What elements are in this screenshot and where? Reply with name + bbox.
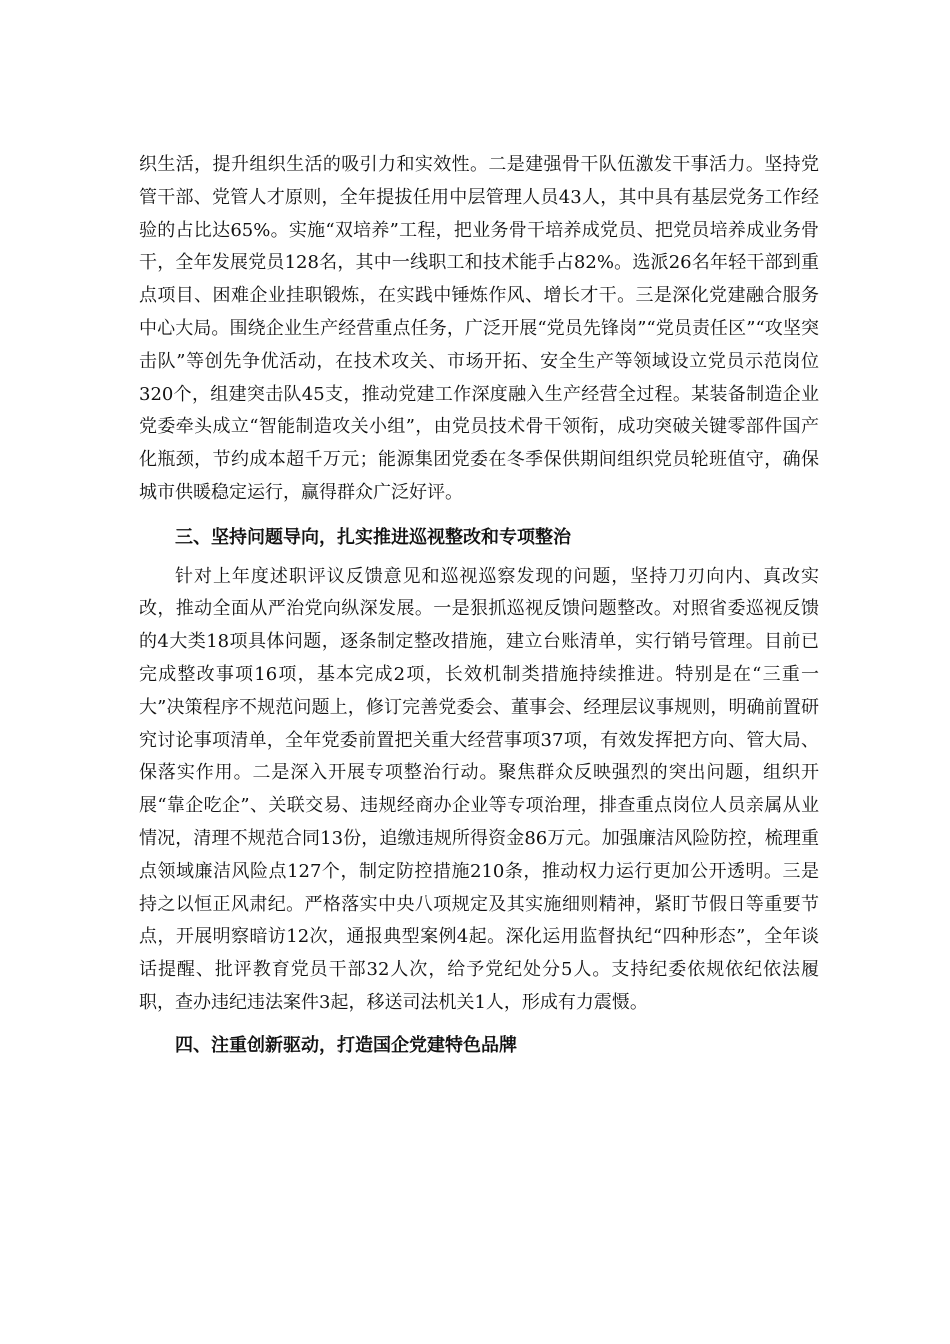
paragraph-section-3: 针对上年度述职评议反馈意见和巡视巡察发现的问题，坚持刀刃向内、真改实改，推动全面从严治党向纵深发展。一是狠抓巡视反馈问题整改。对照省委巡视反馈的4大类18项具体问题，逐条制定整改措施，建立台账清单，实行销号管理。目前已完成整改事项16项，基本完成2项，长效机制类措施持续推进。特别是在“三重一大”决策程序不规范问题上，修订完善党委会、董事会、经理层议事规则，明确前置研究讨论事项清单，全年党委前置把关重大经营事项37项，有效发挥把方向、管大局、保落实作用。二是深入开展专项整治行动。聚焦群众反映强烈的突出问题，组织开展“靠企吃企”、关联交易、违规经商办企业等专项治理，排查重点岗位人员亲属从业情况，清理不规范合同13份，追缴违规所得资金86万元。加强廉洁风险防控，梳理重点领域廉洁风险点127个，制定防控措施210条，推动权力运行更加公开透明。三是持之以恒正风肃纪。严格落实中央八项规定及其实施细则精神，紧盯节假日等重要节点，开展明察暗访12次，通报典型案例4起。深化运用监督执纪“四种形态”，全年谈话提醒、批评教育党员干部32人次，给予党纪处分5人。支持纪委依规依纪依法履职，查办违纪违法案件3起，移送司法机关1人，形成有力震慑。 [139, 565, 819, 1013]
paragraph-continued: 织生活，提升组织生活的吸引力和实效性。二是建强骨干队伍激发干事活力。坚持党管干部、党管人才原则，全年提拔任用中层管理人员43人，其中具有基层党务工作经验的占比达65%。实施“双培养”工程，把业务骨干培养成党员、把党员培养成业务骨干，全年发展党员128名，其中一线职工和技术能手占82%。选派26名年轻干部到重点项目、困难企业挂职锻炼，在实践中锤炼作风、增长才干。三是深化党建融合服务中心大局。围绕企业生产经营重点任务，广泛开展“党员先锋岗”“党员责任区”“攻坚突击队”等创先争优活动，在技术攻关、市场开拓、安全生产等领域设立党员示范岗位320个，组建突击队45支，推动党建工作深度融入生产经营全过程。某装备制造企业党委牵头成立“智能制造攻关小组”，由党员技术骨干领衔，成功突破关键零部件国产化瓶颈，节约成本超千万元；能源集团党委在冬季保供期间组织党员轮班值守，确保城市供暖稳定运行，赢得群众广泛好评。 [139, 154, 819, 503]
document-page [139, 149, 819, 1063]
section-heading-3: 三、坚持问题导向，扎实推进巡视整改和专项整治 [175, 526, 571, 548]
section-heading-4: 四、注重创新驱动，打造国企党建特色品牌 [175, 1034, 517, 1056]
